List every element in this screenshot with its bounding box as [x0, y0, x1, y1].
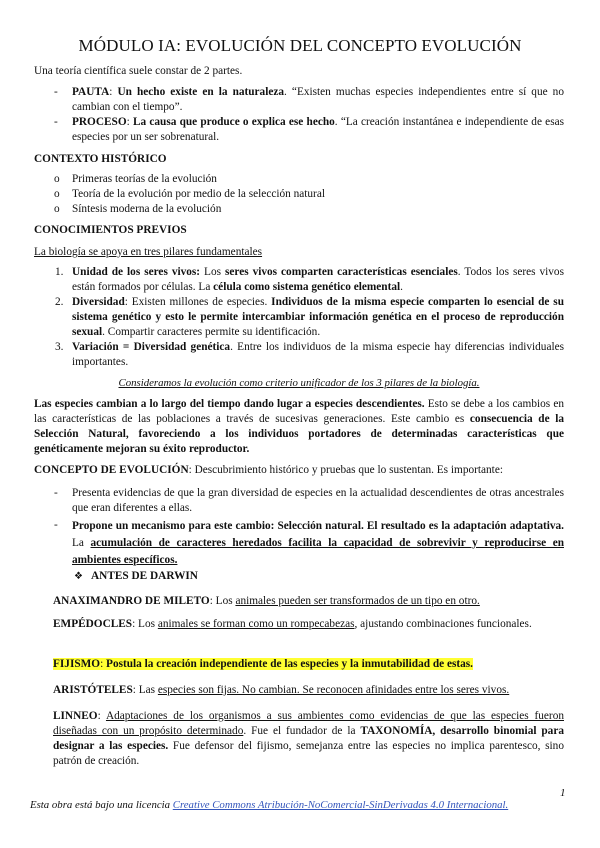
- autor-aristoteles: [53, 683, 564, 698]
- page-number: 1: [560, 787, 566, 799]
- autor-name: LINNEO: [53, 710, 98, 722]
- pauta-rest: . “Existen muchas especies independientes entre sí que no cambian con el tiempo”.: [72, 86, 564, 113]
- bu: acumulación de caracteres heredados facilita la capacidad de sobrevivir y reproducirse en ambientes específicos.: [72, 537, 564, 566]
- pilar-item: [72, 340, 564, 370]
- dash-bullet: -: [54, 86, 58, 98]
- circle-bullet: o: [54, 173, 60, 185]
- t: . Entre los individuos de la misma especie hay diferencias individuales importantes.: [72, 341, 565, 368]
- contexto-item: Síntesis moderna de la evolución: [72, 203, 222, 215]
- t: .: [400, 281, 403, 293]
- t: : Los: [209, 595, 236, 607]
- autor-anaximandro: [53, 594, 564, 609]
- autor-name: EMPÉDOCLES: [53, 618, 133, 630]
- b: seres vivos comparten características esenciales: [224, 266, 458, 278]
- cambio-paragraph: [34, 397, 564, 457]
- concepto-text: : Descubrimiento histórico y pruebas que lo sustentan. Es importante:: [188, 464, 503, 476]
- proceso-bold: La causa que produce o explica ese hecho: [132, 116, 335, 128]
- sep: :: [109, 86, 118, 98]
- contexto-heading: CONTEXTO HISTÓRICO: [34, 153, 167, 165]
- concepto-item: [72, 518, 564, 569]
- t: . Compartir caracteres permite su identificación.: [102, 326, 321, 338]
- pilares-note: Consideramos la evolución como criterio unificador de los 3 pilares de la biología.: [118, 377, 480, 389]
- autor-linneo: [53, 709, 564, 769]
- pauta-bold: Un hecho existe en la naturaleza: [117, 86, 285, 98]
- page-title: MÓDULO IA: EVOLUCIÓN DEL CONCEPTO EVOLUCIÓN: [78, 36, 522, 55]
- contexto-item: Teoría de la evolución por medio de la selección natural: [72, 188, 325, 200]
- t: : Existen millones de especies.: [124, 296, 272, 308]
- pauta-label: PAUTA: [72, 86, 110, 98]
- pilar-item: [72, 295, 564, 340]
- t: :: [97, 710, 106, 722]
- proceso-item: [72, 115, 564, 145]
- autor-fijismo: [53, 657, 564, 672]
- antes-darwin-heading: ANTES DE DARWIN: [91, 570, 198, 582]
- sep: :: [126, 116, 133, 128]
- autor-name: ARISTÓTELES: [53, 684, 133, 696]
- t: Los: [200, 266, 225, 278]
- b: célula como sistema genético elemental: [213, 281, 401, 293]
- autor-name: ANAXIMANDRO DE MILETO: [53, 595, 210, 607]
- u: animales pueden ser transformados de un tipo en otro.: [235, 595, 480, 607]
- pauta-item: [72, 85, 564, 115]
- dash-bullet: -: [54, 487, 58, 499]
- b: Individuos de la misma especie comparten lo esencial de su sistema genético y esto le permite intercambiar información genética en el proceso de reproducción sexual: [72, 296, 564, 338]
- b: TAXONOMÍA, desarrollo binomial para designar a las especies.: [53, 725, 564, 752]
- b: Propone un mecanismo para este cambio: Selección natural. El resultado es la adaptación adaptativa.: [72, 520, 564, 532]
- concepto-paragraph: [34, 463, 564, 478]
- intro-text: Una teoría científica suele constar de 2 partes.: [34, 65, 243, 77]
- pilar-item: [72, 265, 564, 295]
- t: , ajustando combinaciones funcionales.: [354, 618, 532, 630]
- footer-text: Esta obra está bajo una licencia: [30, 799, 173, 811]
- t: . Fue el fundador de la: [243, 725, 361, 737]
- list-number: 3.: [55, 341, 64, 353]
- conocimientos-heading: CONOCIMIENTOS PREVIOS: [34, 224, 187, 236]
- autor-empedocles: [53, 617, 564, 632]
- u: animales se forman como un rompecabezas: [157, 618, 355, 630]
- u: Adaptaciones de los organismos a sus ambientes como evidencias de que las especies fueron diseñadas con un propósito determinado: [53, 710, 564, 737]
- t: . Todos los seres vivos están formados por células. La: [72, 266, 564, 293]
- circle-bullet: o: [54, 203, 60, 215]
- t: : Los: [132, 618, 158, 630]
- contexto-item: Primeras teorías de la evolución: [72, 173, 217, 185]
- cambio-bold: Las especies cambian a lo largo del tiempo dando lugar a especies descendientes.: [34, 398, 425, 410]
- proceso-rest: . “La creación instantánea e independiente de esas especies por un ser sobrenatural.: [72, 116, 565, 143]
- conocimientos-subheading: La biología se apoya en tres pilares fundamentales: [34, 246, 263, 258]
- t: La: [72, 537, 91, 549]
- autor-name: FIJISMO: [53, 658, 101, 670]
- diamond-bullet-icon: ❖: [74, 571, 83, 582]
- concepto-item: Presenta evidencias de que la gran diversidad de especies en la actualidad descendientes de otras ancestrales que eran diferentes a ellas.: [72, 487, 564, 514]
- cambio-text: Esto se debe a los cambios en las características de las poblaciones a través de sucesivas generaciones. Este cambio es: [34, 398, 564, 425]
- t: :: [100, 658, 107, 670]
- pilar-label: Variación = Diversidad genética: [72, 341, 231, 353]
- proceso-label: PROCESO: [72, 116, 127, 128]
- list-number: 1.: [55, 266, 64, 278]
- t: Fue defensor del fijismo, semejanza entre las especies no implica parentesco, sino patrón de creación.: [53, 740, 564, 767]
- dash-bullet: -: [54, 519, 58, 531]
- license-link[interactable]: Creative Commons Atribución-NoComercial-SinDerivadas 4.0 Internacional.: [172, 799, 509, 811]
- u: especies son fijas. No cambian. Se reconocen afinidades entre los seres vivos.: [157, 684, 510, 696]
- pilar-label: Diversidad: [72, 296, 125, 308]
- t: : Las: [132, 684, 158, 696]
- circle-bullet: o: [54, 188, 60, 200]
- b: Postula la creación independiente de las especies y la inmutabilidad de estas.: [106, 658, 474, 670]
- cambio-bold-2: consecuencia de la Selección Natural, favoreciendo a los individuos portadores de determinadas características que genéticamente mejoran su éxito reproductor.: [34, 413, 564, 455]
- license-footer: [30, 799, 508, 811]
- concepto-label: CONCEPTO DE EVOLUCIÓN: [34, 464, 189, 476]
- dash-bullet: -: [54, 116, 58, 128]
- list-number: 2.: [55, 296, 64, 308]
- pilar-label: Unidad de los seres vivos:: [72, 266, 201, 278]
